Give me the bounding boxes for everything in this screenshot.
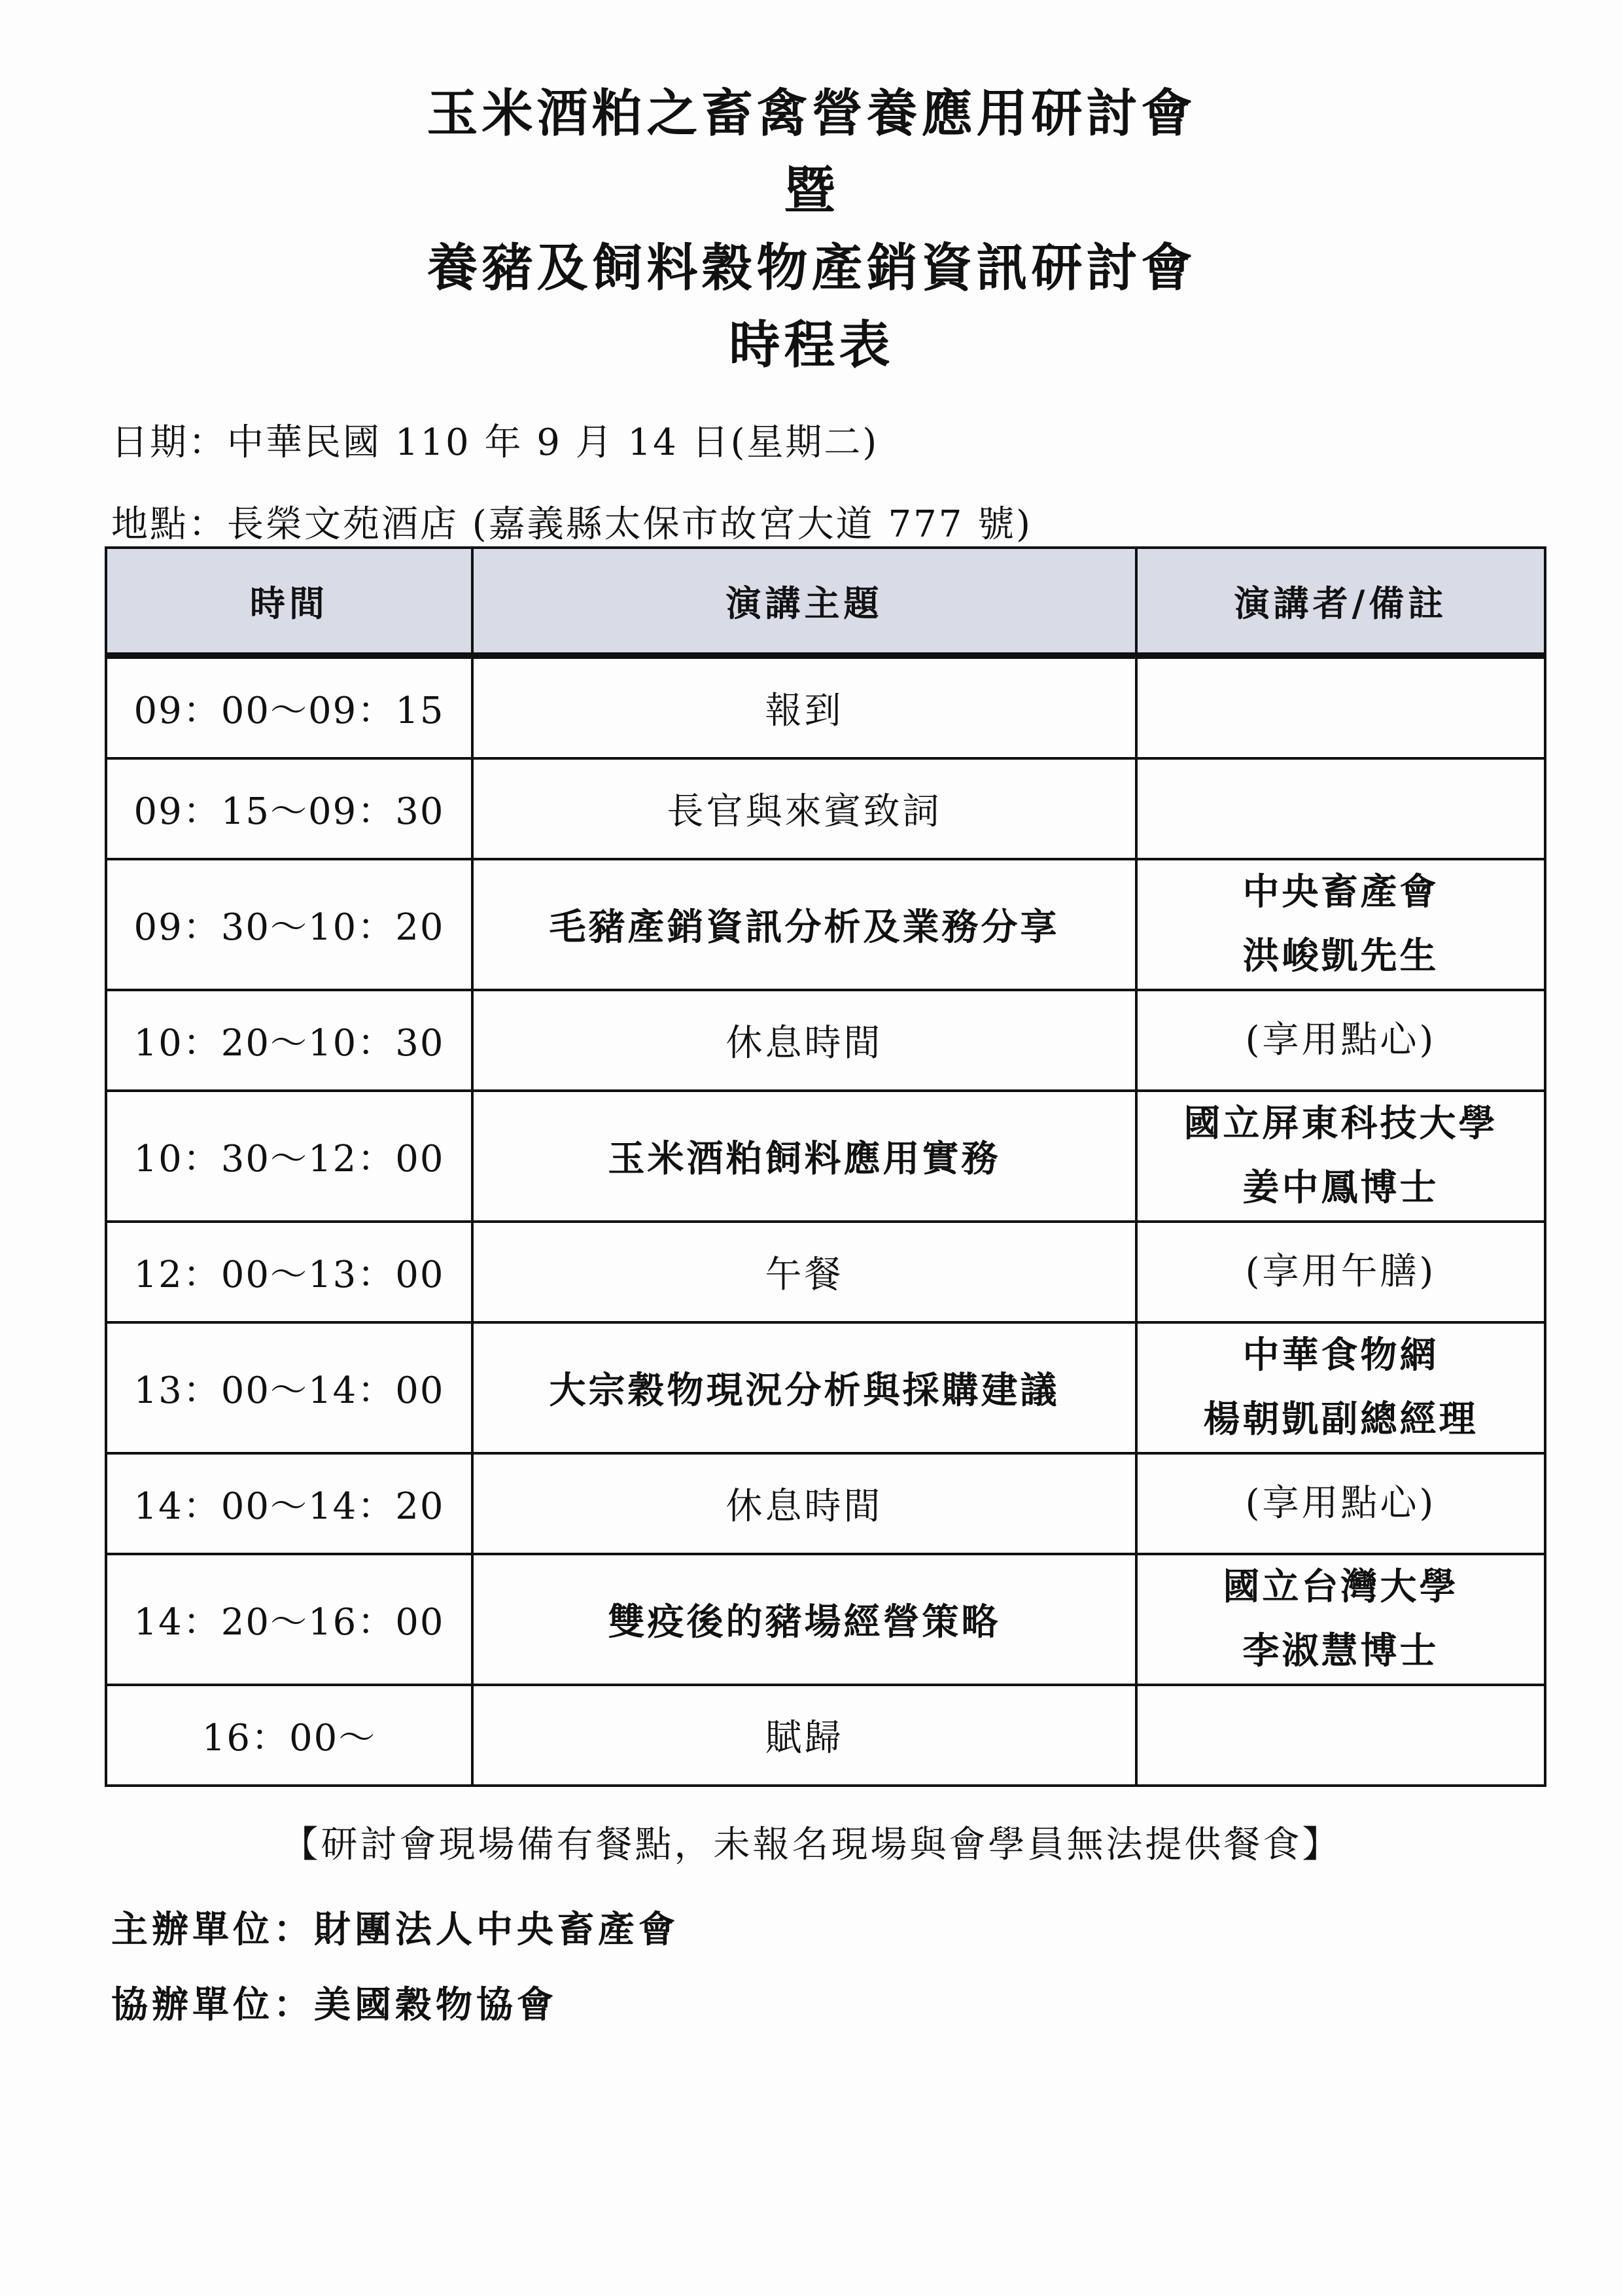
speaker-line-2: 洪峻凱先生 <box>1242 935 1439 978</box>
table-row <box>106 1322 1545 1453</box>
row-topic: 報到 <box>472 656 1136 758</box>
row-speaker <box>1136 1685 1545 1786</box>
row-speaker <box>1136 1322 1545 1453</box>
co-organizer: 協辦單位：美國穀物協會 <box>111 1984 557 2026</box>
row-speaker <box>1136 1091 1545 1222</box>
schedule-table <box>105 546 1546 1787</box>
row-topic: 休息時間 <box>472 1453 1136 1554</box>
row-speaker <box>1136 859 1545 990</box>
table-header-row <box>106 548 1545 656</box>
row-topic: 休息時間 <box>472 990 1136 1091</box>
row-topic: 賦歸 <box>472 1685 1136 1786</box>
row-topic: 雙疫後的豬場經營策略 <box>472 1554 1136 1685</box>
title-line-1: 玉米酒粕之畜禽營養應用研討會 <box>427 84 1196 143</box>
document-title <box>0 75 1623 384</box>
title-line-3: 養豬及飼料穀物產銷資訊研討會 <box>427 239 1196 298</box>
table-row <box>106 1091 1545 1222</box>
header-time: 時間 <box>106 548 472 656</box>
host-organizer: 主辦單位：財團法人中央畜產會 <box>111 1909 679 1951</box>
table-row <box>106 656 1545 758</box>
table-row <box>106 758 1545 859</box>
row-time: 09：00～09：15 <box>106 656 472 758</box>
speaker-line-1: (享用午膳) <box>1245 1250 1437 1293</box>
table-row <box>106 1453 1545 1554</box>
title-line-4: 時程表 <box>729 316 894 375</box>
row-time: 14：00～14：20 <box>106 1453 472 1554</box>
row-speaker <box>1136 758 1545 859</box>
row-topic: 毛豬產銷資訊分析及業務分享 <box>472 859 1136 990</box>
event-venue: 地點：長榮文苑酒店 (嘉義縣太保市故宮大道 777 號) <box>111 503 1032 546</box>
row-time: 13：00～14：00 <box>106 1322 472 1453</box>
row-time: 12：00～13：00 <box>106 1222 472 1322</box>
row-time: 14：20～16：00 <box>106 1554 472 1685</box>
title-line-2: 暨 <box>784 162 839 221</box>
speaker-line-1: (享用點心) <box>1245 1019 1437 1061</box>
row-time: 10：20～10：30 <box>106 990 472 1091</box>
row-speaker <box>1136 656 1545 758</box>
row-time: 09：30～10：20 <box>106 859 472 990</box>
row-time: 16：00～ <box>106 1685 472 1786</box>
speaker-line-1: 國立屏東科技大學 <box>1183 1103 1498 1145</box>
meal-notice: 【研討會現場備有餐點，未報名現場與會學員無法提供餐食】 <box>281 1824 1342 1866</box>
table-row <box>106 1222 1545 1322</box>
table-row <box>106 1554 1545 1685</box>
row-speaker <box>1136 1554 1545 1685</box>
row-speaker <box>1136 1453 1545 1554</box>
row-time: 10：30～12：00 <box>106 1091 472 1222</box>
speaker-line-2: 楊朝凱副總經理 <box>1203 1398 1478 1441</box>
speaker-line-2: 李淑慧博士 <box>1242 1630 1439 1672</box>
table-row <box>106 1685 1545 1786</box>
table-row <box>106 859 1545 990</box>
speaker-line-1: 國立台灣大學 <box>1223 1566 1459 1608</box>
row-speaker <box>1136 990 1545 1091</box>
row-topic: 玉米酒粕飼料應用實務 <box>472 1091 1136 1222</box>
row-topic: 午餐 <box>472 1222 1136 1322</box>
header-speaker: 演講者/備註 <box>1136 548 1545 656</box>
row-topic: 長官與來賓致詞 <box>472 758 1136 859</box>
row-time: 09：15～09：30 <box>106 758 472 859</box>
table-row <box>106 990 1545 1091</box>
header-topic: 演講主題 <box>472 548 1136 656</box>
row-speaker <box>1136 1222 1545 1322</box>
row-topic: 大宗穀物現況分析與採購建議 <box>472 1322 1136 1453</box>
speaker-line-1: 中央畜產會 <box>1242 871 1439 913</box>
speaker-line-1: (享用點心) <box>1245 1482 1437 1525</box>
event-date: 日期：中華民國 110 年 9 月 14 日(星期二) <box>111 421 879 464</box>
speaker-line-1: 中華食物網 <box>1242 1334 1439 1377</box>
speaker-line-2: 姜中鳳博士 <box>1242 1167 1439 1209</box>
